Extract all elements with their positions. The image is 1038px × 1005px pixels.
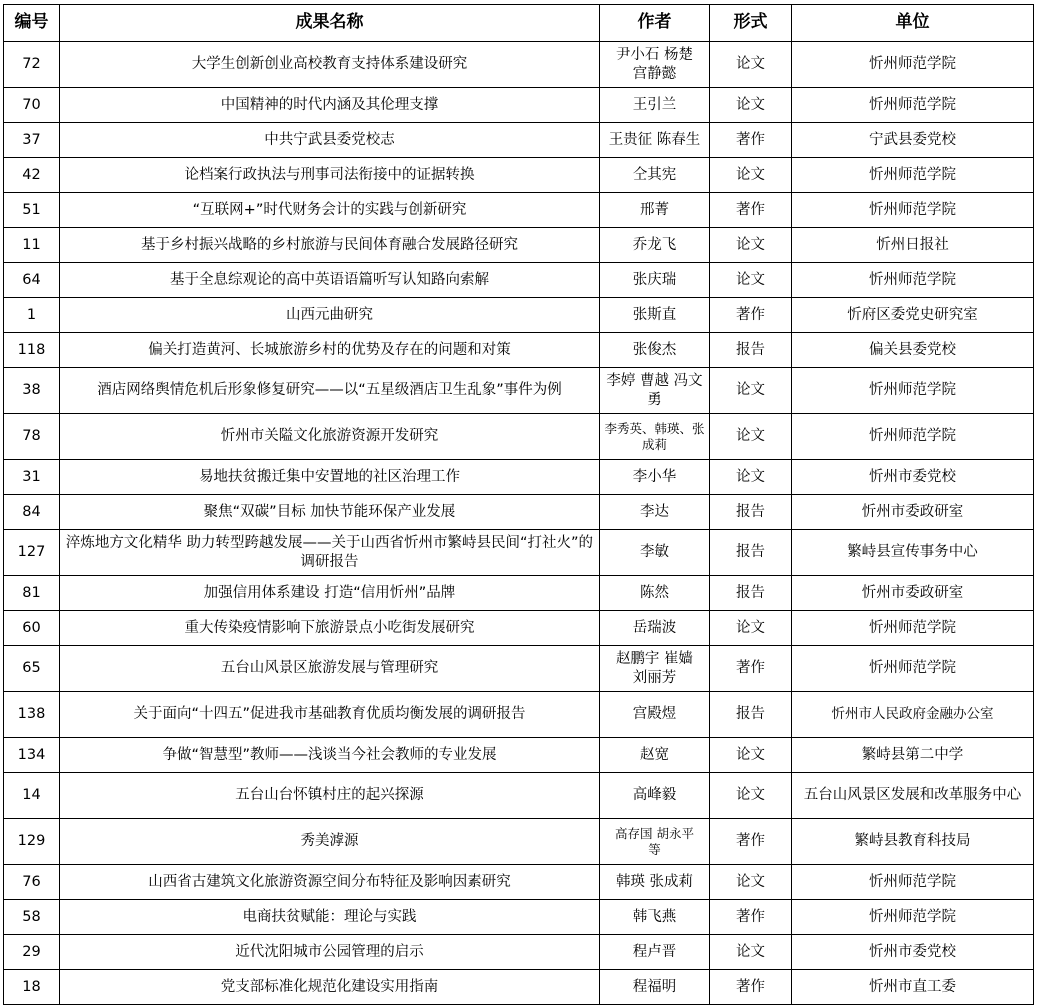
cell-id: 84 <box>4 495 60 530</box>
cell-title: 中共宁武县委党校志 <box>60 123 600 158</box>
cell-form: 报告 <box>710 333 792 368</box>
table-row <box>4 298 1034 333</box>
cell-unit: 忻州市人民政府金融办公室 <box>792 692 1034 738</box>
cell-unit: 忻州师范学院 <box>792 611 1034 646</box>
cell-unit: 忻州师范学院 <box>792 368 1034 414</box>
cell-author: 陈然 <box>600 576 710 611</box>
cell-author: 王引兰 <box>600 88 710 123</box>
cell-unit: 忻州师范学院 <box>792 42 1034 88</box>
cell-id: 81 <box>4 576 60 611</box>
cell-unit: 繁峙县教育科技局 <box>792 819 1034 865</box>
table-row <box>4 935 1034 970</box>
cell-unit: 忻州师范学院 <box>792 263 1034 298</box>
cell-form: 著作 <box>710 193 792 228</box>
cell-unit: 宁武县委党校 <box>792 123 1034 158</box>
column-header-unit: 单位 <box>792 5 1034 42</box>
cell-id: 58 <box>4 900 60 935</box>
cell-title: 争做“智慧型”教师——浅谈当今社会教师的专业发展 <box>60 738 600 773</box>
cell-author: 赵鹏宇 崔嫱 刘丽芳 <box>600 646 710 692</box>
cell-author: 宫殿煜 <box>600 692 710 738</box>
cell-title: 忻州市关隘文化旅游资源开发研究 <box>60 414 600 460</box>
column-header-id: 编号 <box>4 5 60 42</box>
cell-author: 高峰毅 <box>600 773 710 819</box>
cell-title: 党支部标准化规范化建设实用指南 <box>60 970 600 1005</box>
table-row <box>4 333 1034 368</box>
table-row <box>4 773 1034 819</box>
cell-author: 李婷 曹越 冯文勇 <box>600 368 710 414</box>
cell-form: 报告 <box>710 530 792 576</box>
cell-id: 60 <box>4 611 60 646</box>
table-row <box>4 970 1034 1005</box>
cell-id: 76 <box>4 865 60 900</box>
table-row <box>4 865 1034 900</box>
table-row <box>4 193 1034 228</box>
cell-id: 38 <box>4 368 60 414</box>
cell-form: 著作 <box>710 123 792 158</box>
cell-title: 山西元曲研究 <box>60 298 600 333</box>
cell-title: 山西省古建筑文化旅游资源空间分布特征及影响因素研究 <box>60 865 600 900</box>
cell-form: 论文 <box>710 460 792 495</box>
results-table <box>3 4 1034 1005</box>
cell-author: 尹小石 杨楚 宫静懿 <box>600 42 710 88</box>
cell-id: 65 <box>4 646 60 692</box>
cell-id: 78 <box>4 414 60 460</box>
cell-id: 42 <box>4 158 60 193</box>
cell-author: 程福明 <box>600 970 710 1005</box>
cell-id: 31 <box>4 460 60 495</box>
cell-title: 重大传染疫情影响下旅游景点小吃街发展研究 <box>60 611 600 646</box>
cell-form: 报告 <box>710 692 792 738</box>
cell-form: 论文 <box>710 42 792 88</box>
cell-form: 著作 <box>710 298 792 333</box>
cell-author: 程卢晋 <box>600 935 710 970</box>
cell-id: 127 <box>4 530 60 576</box>
cell-author: 张俊杰 <box>600 333 710 368</box>
cell-author: 赵宽 <box>600 738 710 773</box>
cell-id: 138 <box>4 692 60 738</box>
cell-id: 11 <box>4 228 60 263</box>
cell-form: 论文 <box>710 935 792 970</box>
cell-author: 张斯直 <box>600 298 710 333</box>
cell-form: 论文 <box>710 611 792 646</box>
cell-title: 中国精神的时代内涵及其伦理支撑 <box>60 88 600 123</box>
cell-title: 关于面向“十四五”促进我市基础教育优质均衡发展的调研报告 <box>60 692 600 738</box>
cell-title: 基于乡村振兴战略的乡村旅游与民间体育融合发展路径研究 <box>60 228 600 263</box>
cell-id: 118 <box>4 333 60 368</box>
table-row <box>4 158 1034 193</box>
cell-author: 李敏 <box>600 530 710 576</box>
cell-form: 报告 <box>710 576 792 611</box>
cell-unit: 忻州师范学院 <box>792 865 1034 900</box>
cell-title: “互联网+”时代财务会计的实践与创新研究 <box>60 193 600 228</box>
cell-author: 李小华 <box>600 460 710 495</box>
cell-form: 论文 <box>710 773 792 819</box>
table-row <box>4 611 1034 646</box>
cell-form: 著作 <box>710 819 792 865</box>
cell-title: 淬炼地方文化精华 助力转型跨越发展——关于山西省忻州市繁峙县民间“打社火”的调研报告 <box>60 530 600 576</box>
cell-author: 王贵征 陈春生 <box>600 123 710 158</box>
table-row <box>4 646 1034 692</box>
cell-unit: 忻州市委政研室 <box>792 576 1034 611</box>
cell-author: 韩飞燕 <box>600 900 710 935</box>
cell-form: 论文 <box>710 738 792 773</box>
cell-unit: 忻州师范学院 <box>792 900 1034 935</box>
cell-unit: 忻州师范学院 <box>792 158 1034 193</box>
cell-id: 1 <box>4 298 60 333</box>
cell-unit: 忻州师范学院 <box>792 88 1034 123</box>
cell-title: 大学生创新创业高校教育支持体系建设研究 <box>60 42 600 88</box>
table-row <box>4 576 1034 611</box>
cell-title: 聚焦“双碳”目标 加快节能环保产业发展 <box>60 495 600 530</box>
table-header <box>4 5 1034 42</box>
cell-author: 李秀英、韩瑛、张成莉 <box>600 414 710 460</box>
cell-form: 报告 <box>710 495 792 530</box>
cell-author: 高存国 胡永平 等 <box>600 819 710 865</box>
cell-unit: 忻府区委党史研究室 <box>792 298 1034 333</box>
cell-form: 著作 <box>710 900 792 935</box>
cell-id: 18 <box>4 970 60 1005</box>
cell-form: 著作 <box>710 646 792 692</box>
table-row <box>4 42 1034 88</box>
cell-id: 72 <box>4 42 60 88</box>
cell-unit: 五台山风景区发展和改革服务中心 <box>792 773 1034 819</box>
cell-form: 论文 <box>710 158 792 193</box>
cell-author: 岳瑞波 <box>600 611 710 646</box>
cell-title: 五台山风景区旅游发展与管理研究 <box>60 646 600 692</box>
cell-form: 论文 <box>710 263 792 298</box>
cell-author: 张庆瑞 <box>600 263 710 298</box>
cell-id: 37 <box>4 123 60 158</box>
table-row <box>4 368 1034 414</box>
table-row <box>4 263 1034 298</box>
table-row <box>4 530 1034 576</box>
cell-title: 酒店网络舆情危机后形象修复研究——以“五星级酒店卫生乱象”事件为例 <box>60 368 600 414</box>
table-row <box>4 819 1034 865</box>
column-header-title: 成果名称 <box>60 5 600 42</box>
cell-unit: 忻州师范学院 <box>792 193 1034 228</box>
cell-author: 韩瑛 张成莉 <box>600 865 710 900</box>
cell-title: 偏关打造黄河、长城旅游乡村的优势及存在的问题和对策 <box>60 333 600 368</box>
table-row <box>4 228 1034 263</box>
cell-author: 乔龙飞 <box>600 228 710 263</box>
cell-id: 134 <box>4 738 60 773</box>
cell-title: 电商扶贫赋能：理论与实践 <box>60 900 600 935</box>
cell-title: 加强信用体系建设 打造“信用忻州”品牌 <box>60 576 600 611</box>
cell-title: 五台山台怀镇村庄的起兴探源 <box>60 773 600 819</box>
table-row <box>4 123 1034 158</box>
cell-unit: 忻州市委党校 <box>792 460 1034 495</box>
cell-author: 仝其宪 <box>600 158 710 193</box>
header-row <box>4 5 1034 42</box>
table-row <box>4 738 1034 773</box>
cell-title: 论档案行政执法与刑事司法衔接中的证据转换 <box>60 158 600 193</box>
column-header-author: 作者 <box>600 5 710 42</box>
cell-title: 基于全息综观论的高中英语语篇听写认知路向索解 <box>60 263 600 298</box>
cell-id: 129 <box>4 819 60 865</box>
cell-title: 易地扶贫搬迁集中安置地的社区治理工作 <box>60 460 600 495</box>
cell-author: 邢菁 <box>600 193 710 228</box>
cell-author: 李达 <box>600 495 710 530</box>
cell-unit: 忻州市直工委 <box>792 970 1034 1005</box>
cell-form: 论文 <box>710 228 792 263</box>
cell-title: 近代沈阳城市公园管理的启示 <box>60 935 600 970</box>
cell-unit: 忻州市委政研室 <box>792 495 1034 530</box>
cell-form: 著作 <box>710 970 792 1005</box>
cell-form: 论文 <box>710 88 792 123</box>
cell-form: 论文 <box>710 414 792 460</box>
cell-unit: 偏关县委党校 <box>792 333 1034 368</box>
table-body <box>4 42 1034 1005</box>
table-row <box>4 692 1034 738</box>
cell-id: 70 <box>4 88 60 123</box>
cell-unit: 繁峙县宣传事务中心 <box>792 530 1034 576</box>
cell-id: 14 <box>4 773 60 819</box>
cell-unit: 忻州师范学院 <box>792 414 1034 460</box>
cell-unit: 忻州市委党校 <box>792 935 1034 970</box>
cell-id: 29 <box>4 935 60 970</box>
table-row <box>4 88 1034 123</box>
column-header-form: 形式 <box>710 5 792 42</box>
table-row <box>4 495 1034 530</box>
cell-form: 论文 <box>710 368 792 414</box>
cell-unit: 繁峙县第二中学 <box>792 738 1034 773</box>
table-row <box>4 900 1034 935</box>
cell-title: 秀美滹源 <box>60 819 600 865</box>
cell-id: 51 <box>4 193 60 228</box>
cell-unit: 忻州师范学院 <box>792 646 1034 692</box>
cell-id: 64 <box>4 263 60 298</box>
table-row <box>4 460 1034 495</box>
cell-form: 论文 <box>710 865 792 900</box>
cell-unit: 忻州日报社 <box>792 228 1034 263</box>
table-row <box>4 414 1034 460</box>
